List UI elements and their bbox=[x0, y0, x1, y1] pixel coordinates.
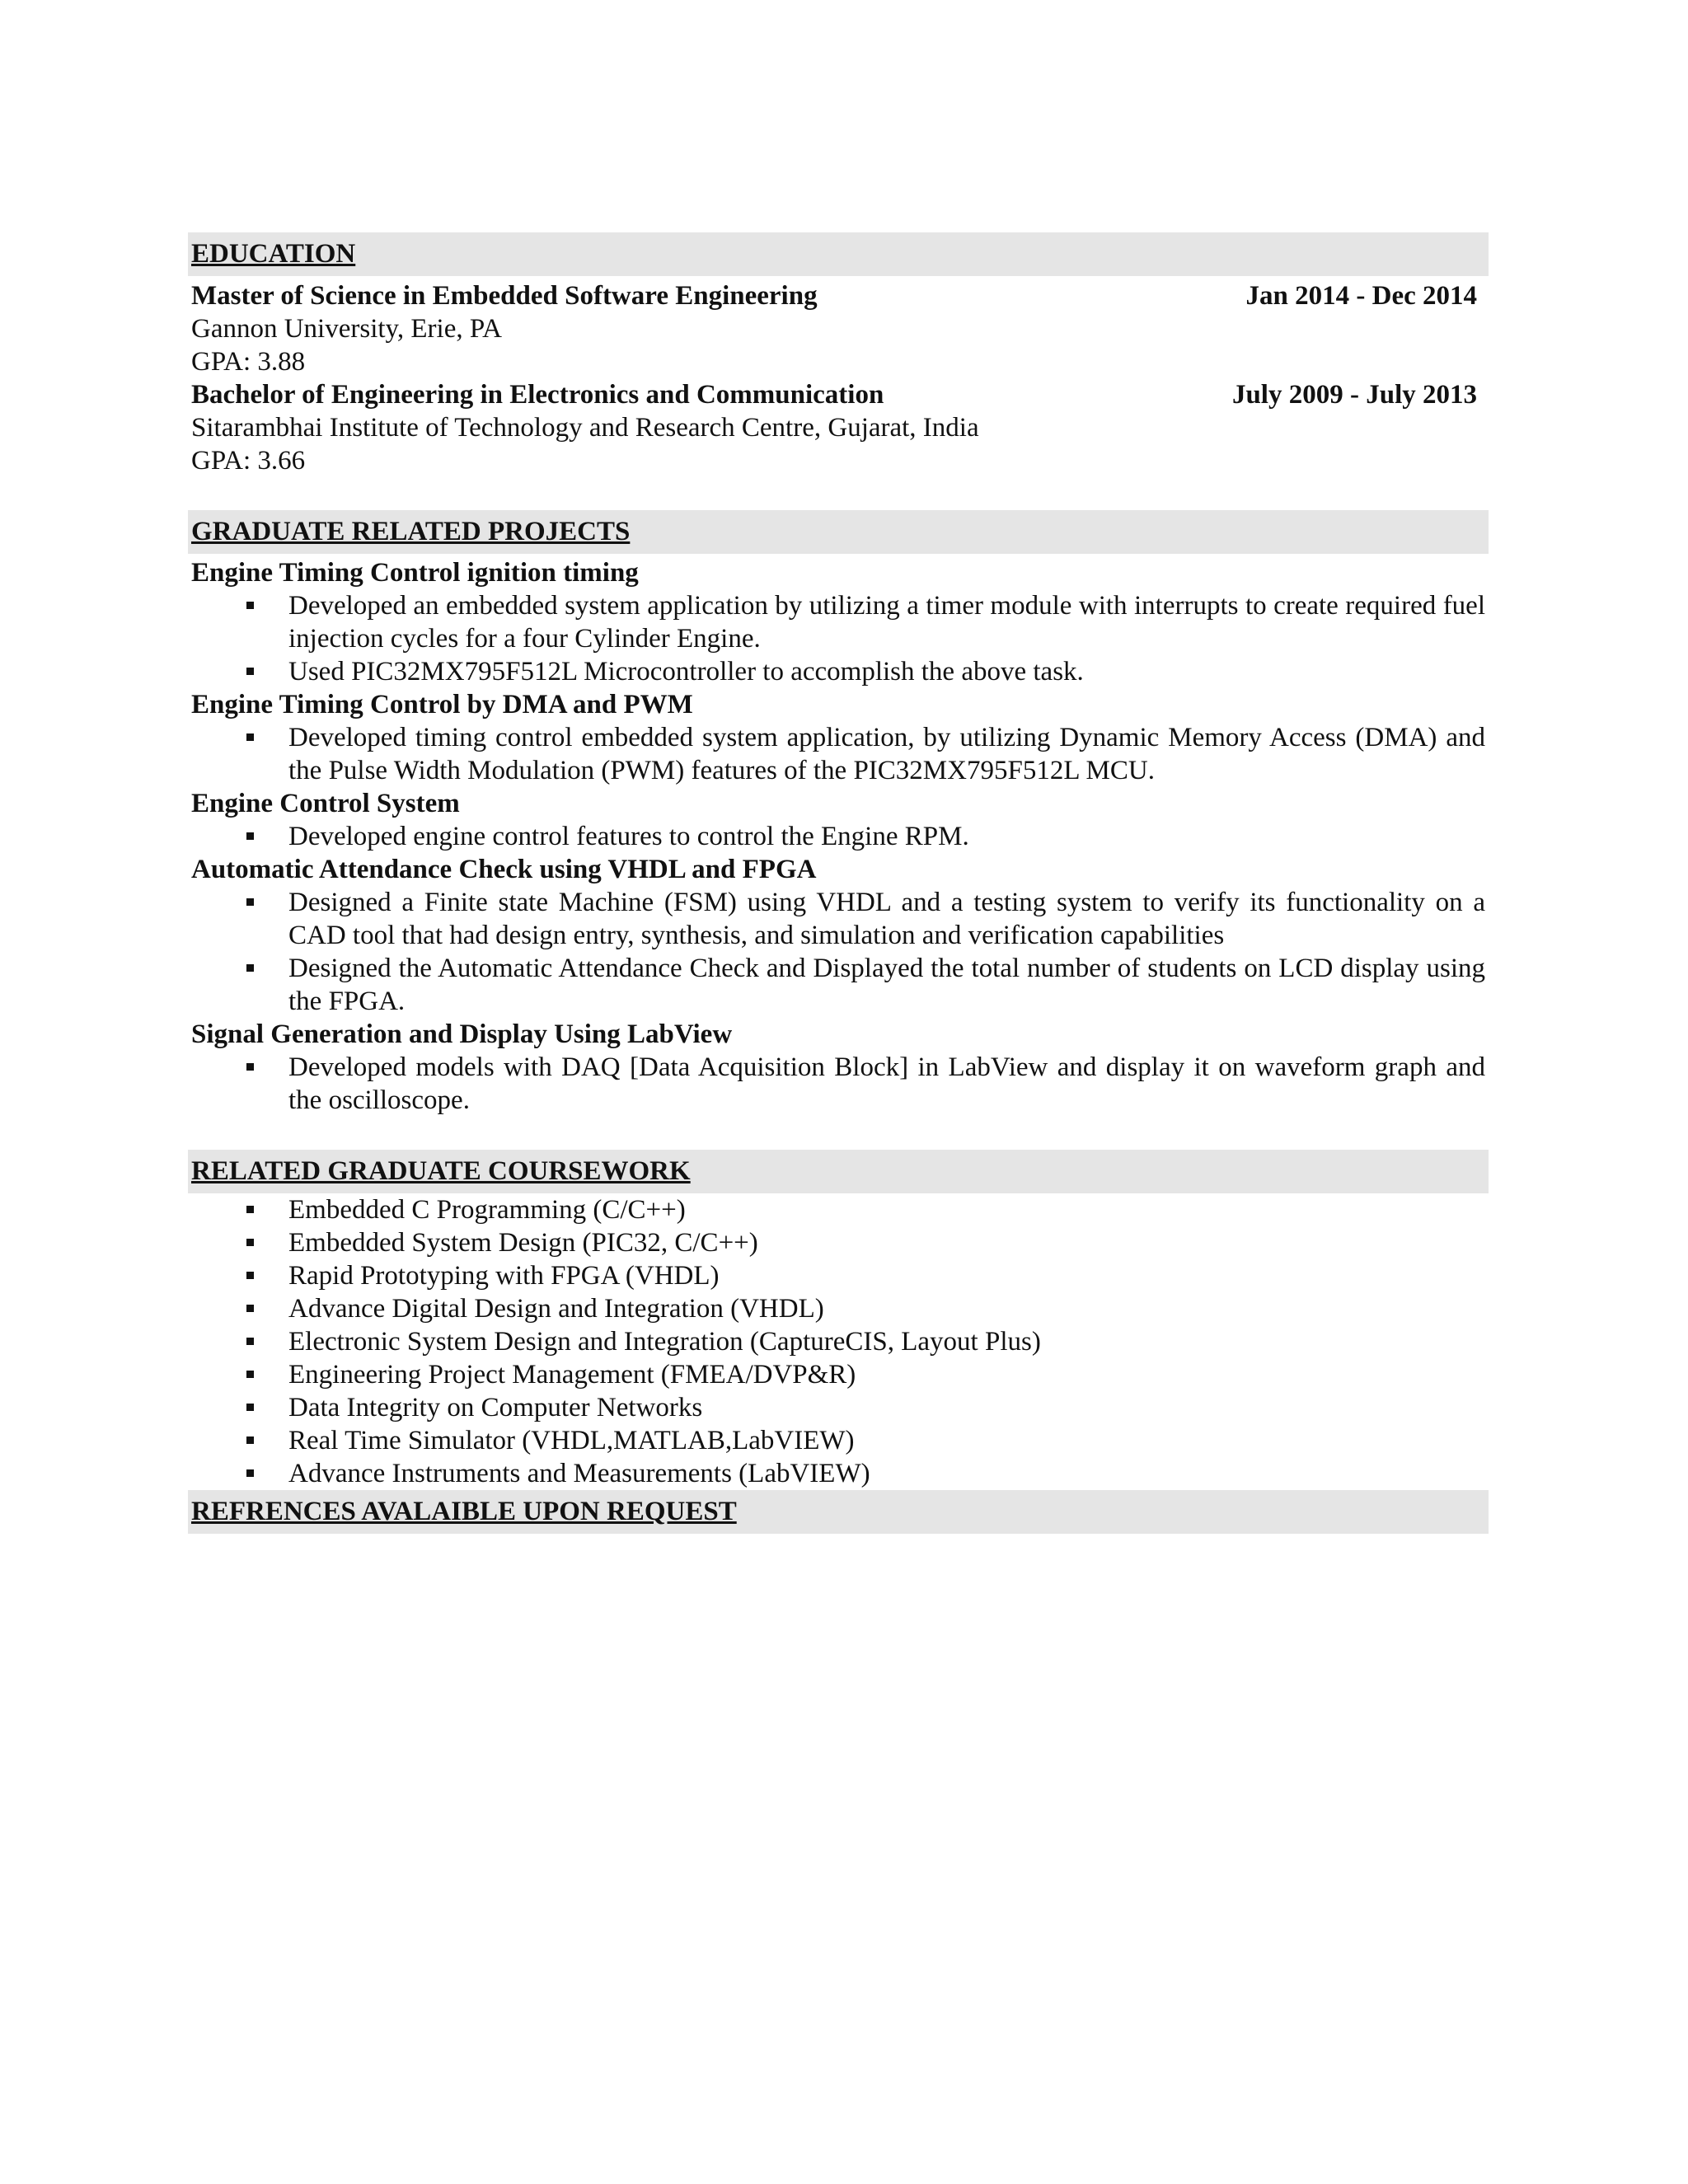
gpa: GPA: 3.88 bbox=[191, 347, 306, 377]
list-item: Developed an embedded system application by utilizing a timer module with interrupts to create required fuel injection cycles for a four Cylinder Engine. bbox=[191, 589, 1485, 655]
education-section-header: EDUCATION bbox=[188, 232, 1489, 276]
project-title: Engine Timing Control ignition timing bbox=[191, 558, 639, 588]
square-bullet-icon bbox=[246, 1063, 254, 1071]
square-bullet-icon bbox=[246, 1305, 254, 1312]
list-item: Electronic System Design and Integration (CaptureCIS, Layout Plus) bbox=[191, 1325, 1485, 1358]
education-section bbox=[191, 279, 1485, 477]
school-name: Gannon University, Erie, PA bbox=[191, 314, 503, 344]
square-bullet-icon bbox=[246, 964, 254, 972]
square-bullet-icon bbox=[246, 668, 254, 675]
square-bullet-icon bbox=[246, 1436, 254, 1444]
square-bullet-icon bbox=[246, 1206, 254, 1213]
coursework-section-header: RELATED GRADUATE COURSEWORK bbox=[188, 1150, 1489, 1193]
degree-title: Bachelor of Engineering in Electronics and Communication bbox=[191, 380, 884, 410]
list-item: Designed a Finite state Machine (FSM) using VHDL and a testing system to verify its functionality on a CAD tool that had design entry, synthesis, and simulation and verification capabilities bbox=[191, 886, 1485, 952]
coursework-list bbox=[191, 1193, 1485, 1490]
project-bullets bbox=[191, 820, 1485, 853]
resume-page bbox=[191, 232, 1485, 1534]
degree-title: Master of Science in Embedded Software Engineering bbox=[191, 281, 818, 311]
list-item: Data Integrity on Computer Networks bbox=[191, 1391, 1485, 1424]
education-entry-2-heading bbox=[191, 378, 1485, 411]
square-bullet-icon bbox=[246, 1338, 254, 1345]
list-item: Developed timing control embedded system application, by utilizing Dynamic Memory Access (DMA) and the Pulse Width Modulation (PWM) features of the PIC32MX795F512L MCU. bbox=[191, 721, 1485, 787]
degree-dates: July 2009 - July 2013 bbox=[1231, 380, 1477, 410]
projects-section bbox=[191, 556, 1485, 1117]
list-item: Rapid Prototyping with FPGA (VHDL) bbox=[191, 1259, 1485, 1292]
project-bullets bbox=[191, 886, 1485, 1018]
project-title: Signal Generation and Display Using LabView bbox=[191, 1019, 733, 1049]
square-bullet-icon bbox=[246, 832, 254, 840]
project-bullets bbox=[191, 721, 1485, 787]
list-item: Designed the Automatic Attendance Check and Displayed the total number of students on LCD display using the FPGA. bbox=[191, 952, 1485, 1018]
square-bullet-icon bbox=[246, 733, 254, 741]
list-item: Embedded System Design (PIC32, C/C++) bbox=[191, 1226, 1485, 1259]
gpa: GPA: 3.66 bbox=[191, 446, 306, 476]
square-bullet-icon bbox=[246, 1371, 254, 1378]
list-item: Embedded C Programming (C/C++) bbox=[191, 1193, 1485, 1226]
list-item: Advance Digital Design and Integration (VHDL) bbox=[191, 1292, 1485, 1325]
school-name: Sitarambhai Institute of Technology and Research Centre, Gujarat, India bbox=[191, 413, 979, 443]
project-bullets bbox=[191, 1051, 1485, 1117]
list-item: Real Time Simulator (VHDL,MATLAB,LabVIEW) bbox=[191, 1424, 1485, 1457]
project-title: Engine Timing Control by DMA and PWM bbox=[191, 690, 693, 719]
square-bullet-icon bbox=[246, 1404, 254, 1411]
list-item: Engineering Project Management (FMEA/DVP&R) bbox=[191, 1358, 1485, 1391]
list-item: Advance Instruments and Measurements (LabVIEW) bbox=[191, 1457, 1485, 1490]
square-bullet-icon bbox=[246, 1469, 254, 1477]
project-bullets bbox=[191, 589, 1485, 688]
education-entry-1-heading bbox=[191, 279, 1485, 312]
square-bullet-icon bbox=[246, 1272, 254, 1279]
degree-dates: Jan 2014 - Dec 2014 bbox=[1245, 281, 1477, 311]
list-item: Developed engine control features to control the Engine RPM. bbox=[191, 820, 1485, 853]
project-title: Automatic Attendance Check using VHDL and FPGA bbox=[191, 855, 817, 884]
project-title: Engine Control System bbox=[191, 789, 460, 818]
square-bullet-icon bbox=[246, 898, 254, 906]
square-bullet-icon bbox=[246, 1239, 254, 1246]
list-item: Developed models with DAQ [Data Acquisition Block] in LabView and display it on waveform graph and the oscilloscope. bbox=[191, 1051, 1485, 1117]
square-bullet-icon bbox=[246, 602, 254, 609]
references-section-header: REFRENCES AVALAIBLE UPON REQUEST bbox=[188, 1490, 1489, 1534]
projects-section-header: GRADUATE RELATED PROJECTS bbox=[188, 510, 1489, 554]
list-item: Used PIC32MX795F512L Microcontroller to accomplish the above task. bbox=[191, 655, 1485, 688]
